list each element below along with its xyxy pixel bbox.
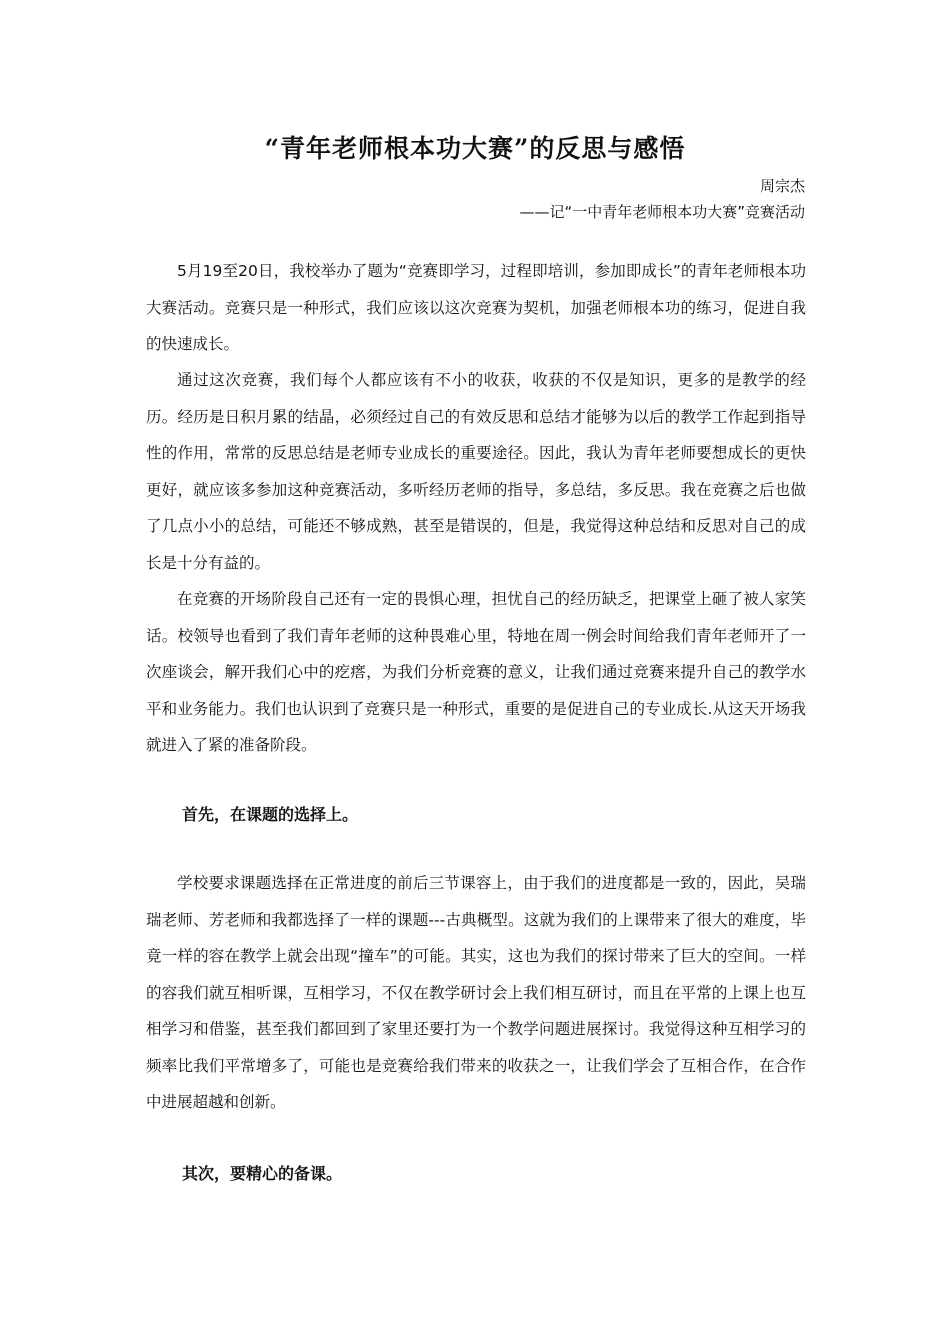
document-subtitle: ——记“一中青年老师根本功大赛”竞赛活动 (519, 203, 805, 221)
section-heading-topic-choice: 首先，在课题的选择上。 (182, 805, 359, 824)
paragraph-topic-choice: 学校要求课题选择在正常进度的前后三节课容上，由于我们的进度都是一致的，因此，吴瑞瑞老师、芳老师和我都选择了一样的课题---古典概型。这就为我们的上课带来了很大的难度，毕竟一样的容在教学上就会出现“撞车”的可能。其实，这也为我们的探讨带来了巨大的空间。一样的容我们就互相听课，互相学习，不仅在教学研讨会上我们相互研讨，而且在平常的上课上也互相学习和借鉴，甚至我们都回到了家里还要打为一个教学问题进展探讨。我觉得这种互相学习的频率比我们平常增多了，可能也是竞赛给我们带来的收获之一，让我们学会了互相合作，在合作中进展超越和创新。 (146, 874, 806, 1111)
section-heading-lesson-prep: 其次，要精心的备课。 (182, 1164, 343, 1183)
paragraph-intro: 5月19至20日，我校举办了题为“竞赛即学习，过程即培训，参加即成长”的青年老师根本功大赛活动。竞赛只是一种形式，我们应该以这次竞赛为契机，加强老师根本功的练习，促进自我的快速成长。 (146, 262, 806, 353)
paragraph-preparation: 在竞赛的开场阶段自己还有一定的畏惧心理，担忧自己的经历缺乏，把课堂上砸了被人家笑话。校领导也看到了我们青年老师的这种畏难心里，特地在周一例会时间给我们青年老师开了一次座谈会，解开我们心中的疙瘩，为我们分析竞赛的意义，让我们通过竞赛来提升自己的教学水平和业务能力。我们也认识到了竞赛只是一种形式，重要的是促进自己的专业成长.从这天开场我就进入了紧的准备阶段。 (146, 590, 806, 754)
author-name: 周宗杰 (759, 177, 805, 195)
document-title: “青年老师根本功大赛”的反思与感悟 (264, 134, 686, 163)
paragraph-reflection: 通过这次竞赛，我们每个人都应该有不小的收获，收获的不仅是知识，更多的是教学的经历。经历是日积月累的结晶，必须经过自己的有效反思和总结才能够为以后的教学工作起到指导性的作用，常常的反思总结是老师专业成长的重要途径。因此，我认为青年老师要想成长的更快更好，就应该多参加这种竞赛活动，多听经历老师的指导，多总结，多反思。我在竞赛之后也做了几点小小的总结，可能还不够成熟，甚至是错误的，但是，我觉得这种总结和反思对自己的成长是十分有益的。 (146, 371, 806, 572)
